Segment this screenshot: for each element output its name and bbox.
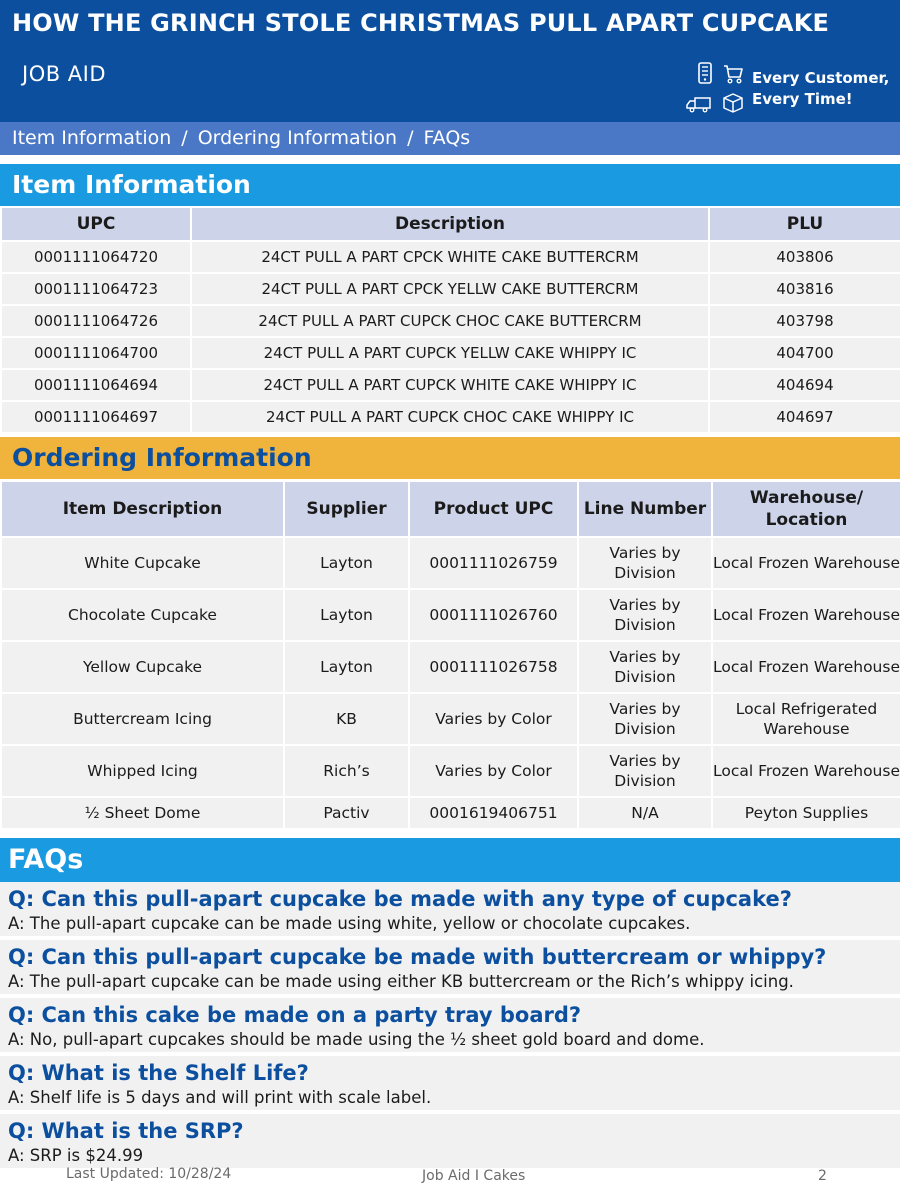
product-upc-cell: 0001619406751 bbox=[409, 797, 578, 829]
line-number-cell: Varies by Division bbox=[578, 537, 712, 589]
faq-answer: A: The pull-apart cupcake can be made using white, yellow or chocolate cupcakes. bbox=[8, 914, 691, 933]
description-cell: 24CT PULL A PART CPCK WHITE CAKE BUTTERCRM bbox=[191, 241, 709, 273]
supplier-cell: Layton bbox=[284, 537, 409, 589]
faq-answer: A: The pull-apart cupcake can be made using either KB buttercream or the Rich’s whippy icing. bbox=[8, 972, 794, 991]
warehouse-cell: Local Frozen Warehouse bbox=[712, 537, 900, 589]
upc-cell: 0001111064694 bbox=[1, 369, 191, 401]
table-row bbox=[1, 305, 900, 337]
faq-question: Q: Can this cake be made on a party tray board? bbox=[8, 1003, 582, 1027]
item-information-heading: Item Information bbox=[0, 164, 900, 206]
ordering-information-table bbox=[0, 480, 900, 830]
product-upc-cell: 0001111026760 bbox=[409, 589, 578, 641]
description-cell: 24CT PULL A PART CUPCK WHITE CAKE WHIPPY IC bbox=[191, 369, 709, 401]
page-number: 2 bbox=[818, 1168, 827, 1184]
table-row bbox=[1, 401, 900, 433]
upc-cell: 0001111064720 bbox=[1, 241, 191, 273]
column-header-line-number: Line Number bbox=[578, 481, 712, 537]
description-cell: 24CT PULL A PART CUPCK CHOC CAKE BUTTERCRM bbox=[191, 305, 709, 337]
supplier-cell: Pactiv bbox=[284, 797, 409, 829]
page-header bbox=[0, 0, 900, 122]
plu-cell: 403806 bbox=[709, 241, 900, 273]
description-cell: 24CT PULL A PART CUPCK CHOC CAKE WHIPPY IC bbox=[191, 401, 709, 433]
item-description-cell: Buttercream Icing bbox=[1, 693, 284, 745]
table-row bbox=[1, 369, 900, 401]
table-row bbox=[1, 241, 900, 273]
faq-item bbox=[0, 1056, 900, 1112]
ordering-information-heading: Ordering Information bbox=[0, 437, 900, 479]
product-upc-cell: Varies by Color bbox=[409, 745, 578, 797]
item-description-cell: ½ Sheet Dome bbox=[1, 797, 284, 829]
cart-icon bbox=[722, 63, 744, 85]
supplier-cell: KB bbox=[284, 693, 409, 745]
upc-cell: 0001111064697 bbox=[1, 401, 191, 433]
upc-cell: 0001111064726 bbox=[1, 305, 191, 337]
plu-cell: 404694 bbox=[709, 369, 900, 401]
warehouse-cell: Local Frozen Warehouse bbox=[712, 589, 900, 641]
promise-line-2: Every Time! bbox=[752, 90, 853, 108]
faq-question: Q: Can this pull-apart cupcake be made with any type of cupcake? bbox=[8, 887, 792, 911]
truck-icon bbox=[686, 92, 712, 114]
table-row bbox=[1, 589, 900, 641]
faq-answer: A: Shelf life is 5 days and will print with scale label. bbox=[8, 1088, 432, 1107]
table-header-row bbox=[1, 207, 900, 241]
promise-line-1: Every Customer, bbox=[752, 69, 890, 87]
plu-cell: 403816 bbox=[709, 273, 900, 305]
nav-item-item-information[interactable]: Item Information bbox=[12, 127, 172, 149]
page-footer bbox=[0, 1166, 900, 1186]
breadcrumb-separator: / bbox=[181, 127, 188, 149]
page-subtitle: JOB AID bbox=[22, 62, 107, 86]
faq-question: Q: Can this pull-apart cupcake be made with buttercream or whippy? bbox=[8, 945, 827, 969]
nav-item-ordering-information[interactable]: Ordering Information bbox=[197, 127, 398, 149]
line-number-cell: Varies by Division bbox=[578, 641, 712, 693]
package-icon bbox=[722, 92, 744, 114]
upc-cell: 0001111064700 bbox=[1, 337, 191, 369]
warehouse-cell: Local Frozen Warehouse bbox=[712, 745, 900, 797]
page-title: HOW THE GRINCH STOLE CHRISTMAS PULL APART CUPCAKE bbox=[12, 9, 830, 37]
warehouse-cell: Peyton Supplies bbox=[712, 797, 900, 829]
faq-question: Q: What is the SRP? bbox=[8, 1119, 244, 1143]
product-upc-cell: 0001111026758 bbox=[409, 641, 578, 693]
customer-promise bbox=[686, 62, 900, 116]
line-number-cell: Varies by Division bbox=[578, 745, 712, 797]
table-header-row bbox=[1, 481, 900, 537]
column-header-product-upc: Product UPC bbox=[409, 481, 578, 537]
table-row bbox=[1, 693, 900, 745]
table-row bbox=[1, 641, 900, 693]
item-description-cell: Whipped Icing bbox=[1, 745, 284, 797]
description-cell: 24CT PULL A PART CUPCK YELLW CAKE WHIPPY IC bbox=[191, 337, 709, 369]
supplier-cell: Layton bbox=[284, 641, 409, 693]
plu-cell: 404697 bbox=[709, 401, 900, 433]
description-cell: 24CT PULL A PART CPCK YELLW CAKE BUTTERCRM bbox=[191, 273, 709, 305]
column-header-item-description: Item Description bbox=[1, 481, 284, 537]
line-number-cell: Varies by Division bbox=[578, 589, 712, 641]
column-header-plu: PLU bbox=[709, 207, 900, 241]
last-updated: Last Updated: 10/28/24 bbox=[66, 1166, 232, 1182]
breadcrumb bbox=[0, 122, 900, 155]
plu-cell: 403798 bbox=[709, 305, 900, 337]
plu-cell: 404700 bbox=[709, 337, 900, 369]
promise-icons bbox=[686, 62, 748, 116]
faq-item bbox=[0, 882, 900, 938]
item-description-cell: White Cupcake bbox=[1, 537, 284, 589]
table-row bbox=[1, 337, 900, 369]
faq-question: Q: What is the Shelf Life? bbox=[8, 1061, 309, 1085]
warehouse-cell: Local Refrigerated Warehouse bbox=[712, 693, 900, 745]
column-header-description: Description bbox=[191, 207, 709, 241]
line-number-cell: N/A bbox=[578, 797, 712, 829]
table-row bbox=[1, 797, 900, 829]
supplier-cell: Layton bbox=[284, 589, 409, 641]
phone-icon bbox=[694, 62, 716, 84]
item-description-cell: Yellow Cupcake bbox=[1, 641, 284, 693]
breadcrumb-separator: / bbox=[407, 127, 414, 149]
item-description-cell: Chocolate Cupcake bbox=[1, 589, 284, 641]
upc-cell: 0001111064723 bbox=[1, 273, 191, 305]
table-row bbox=[1, 745, 900, 797]
promise-text bbox=[752, 68, 889, 110]
faq-item bbox=[0, 1114, 900, 1170]
table-row bbox=[1, 537, 900, 589]
product-upc-cell: Varies by Color bbox=[409, 693, 578, 745]
supplier-cell: Rich’s bbox=[284, 745, 409, 797]
faqs-heading: FAQs bbox=[0, 838, 900, 882]
faq-item bbox=[0, 940, 900, 996]
faq-answer: A: No, pull-apart cupcakes should be made using the ½ sheet gold board and dome. bbox=[8, 1030, 705, 1049]
faq-answer: A: SRP is $24.99 bbox=[8, 1146, 144, 1165]
warehouse-cell: Local Frozen Warehouse bbox=[712, 641, 900, 693]
faq-item bbox=[0, 998, 900, 1054]
item-information-table bbox=[0, 206, 900, 434]
product-upc-cell: 0001111026759 bbox=[409, 537, 578, 589]
column-header-warehouse-location: Warehouse/ Location bbox=[712, 481, 900, 537]
column-header-supplier: Supplier bbox=[284, 481, 409, 537]
nav-item-faqs[interactable]: FAQs bbox=[423, 127, 471, 149]
table-row bbox=[1, 273, 900, 305]
column-header-upc: UPC bbox=[1, 207, 191, 241]
line-number-cell: Varies by Division bbox=[578, 693, 712, 745]
footer-section-label: Job Aid I Cakes bbox=[422, 1168, 526, 1184]
